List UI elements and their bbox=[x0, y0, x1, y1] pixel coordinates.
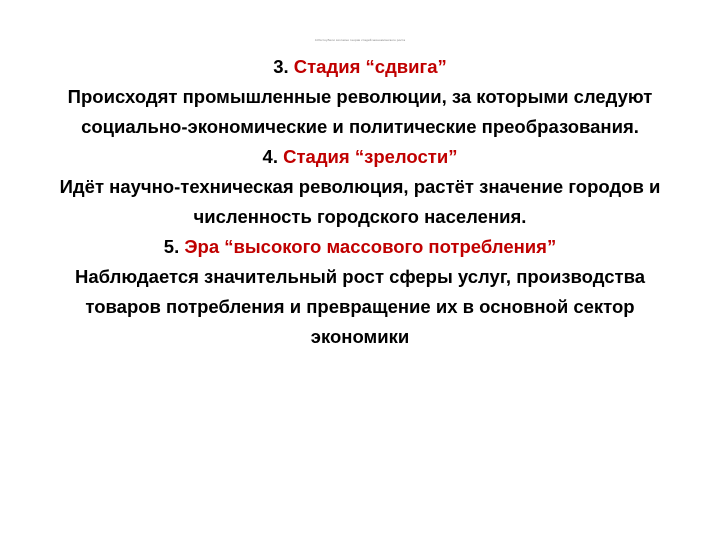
stage-heading-4 bbox=[36, 142, 684, 172]
stage-number: 4. bbox=[262, 146, 278, 167]
stage-name: Стадия “зрелости” bbox=[283, 146, 458, 167]
stage-number: 3. bbox=[273, 56, 289, 77]
stage-description: Наблюдается значительный рост сферы услуг, производства товаров потребления и превращение их в основной сектор экономики bbox=[75, 266, 645, 347]
stage-heading-3 bbox=[36, 52, 684, 82]
stage-name: Стадия “сдвига” bbox=[293, 56, 447, 77]
stage-number: 5. bbox=[163, 236, 180, 257]
slide-body bbox=[36, 52, 684, 352]
stage-name: Эра “высокого массового потребления” bbox=[184, 236, 557, 257]
stage-description: Происходят промышленные революции, за которыми следуют социально-экономические и политические преобразования. bbox=[67, 86, 653, 137]
stage-heading-5 bbox=[36, 232, 684, 262]
slide-title: 4.Ростоубили согласно теории стадий экономического роста bbox=[314, 38, 406, 42]
stage-description: Идёт научно-техническая революция, растёт значение городов и численность городского населения. bbox=[59, 176, 661, 227]
